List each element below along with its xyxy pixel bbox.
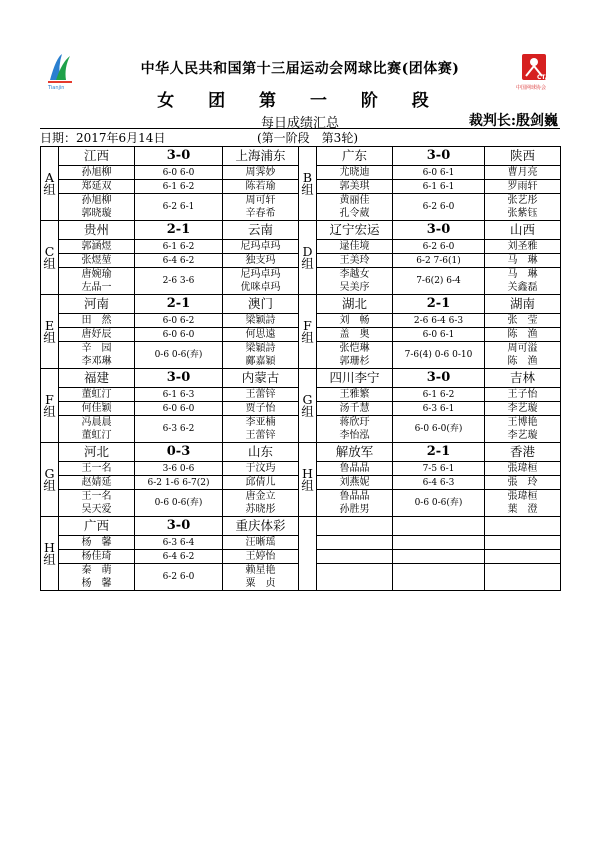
team-score: 2-1 [135,221,223,240]
doubles-home-1: 唐婉瑜 [59,268,135,282]
team-home: 辽宁宏运 [317,221,393,240]
team-score: 3-0 [135,147,223,166]
team-score: 3-0 [135,517,223,536]
doubles-home-1: 蒋欣玗 [317,416,393,430]
doubles-home-1: 秦 萌 [59,564,135,578]
team-score: 2-1 [393,295,485,314]
match-score: 6-0 6-0 [135,166,223,180]
group-label: G 组 [41,443,59,517]
team-home: 广西 [59,517,135,536]
player-away: 刘圣雅 [485,240,561,254]
team-score: 0-3 [135,443,223,462]
match-score: 6-0 6-0 [135,402,223,416]
player-away: 陈若瑜 [223,180,299,194]
team-away: 澳门 [223,295,299,314]
match-score: 6-1 6-1 [393,180,485,194]
games-logo-icon [46,50,74,94]
player-home: 杨佳琦 [59,550,135,564]
doubles-home-2: 孔令葳 [317,207,393,221]
match-score: 6-0 6-0 [135,328,223,342]
match-score [393,536,485,550]
player-home: 刘 畅 [317,314,393,328]
doubles-score: 2-6 3-6 [135,268,223,295]
player-away: 何思遠 [223,328,299,342]
player-home: 郑延双 [59,180,135,194]
team-home: 解放军 [317,443,393,462]
group-label: H 组 [41,517,59,591]
team-home: 江西 [59,147,135,166]
player-home: 唐妤辰 [59,328,135,342]
doubles-away-2: 张紫钰 [485,207,561,221]
page-subtitle: 女 团 第 一 阶 段 [157,91,443,111]
match-score: 6-2 1-6 6-7(2) [135,476,223,490]
logo-left-text: Tianjin [48,85,65,91]
group-label: A 组 [41,147,59,221]
team-away: 重庆体彩 [223,517,299,536]
doubles-away-1: 唐金立 [223,490,299,504]
team-score: 2-1 [393,443,485,462]
doubles-score: 0-6 0-6(弃) [135,342,223,369]
doubles-home-2: 吴美序 [317,281,393,295]
doubles-home-2: 董虹汀 [59,429,135,443]
match-score: 6-2 7-6(1) [393,254,485,268]
player-home: 逯佳境 [317,240,393,254]
player-home: 郭美琪 [317,180,393,194]
match-score: 3-6 0-6 [135,462,223,476]
player-away: 张 莹 [485,314,561,328]
team-row [41,221,561,240]
player-away [485,550,561,564]
player-away: 马 琳 [485,254,561,268]
svg-text:CTA: CTA [537,74,550,81]
logo-right-text: 中国网球协会 [516,85,547,91]
group-label: C 组 [41,221,59,295]
match-score: 7-5 6-1 [393,462,485,476]
player-home [317,550,393,564]
doubles-score: 6-3 6-2 [135,416,223,443]
player-away: 罗雨轩 [485,180,561,194]
doubles-away-2: 关鑫磊 [485,281,561,295]
team-score: 2-1 [135,295,223,314]
player-home: 王雅繁 [317,388,393,402]
group-label: B 组 [299,147,317,221]
doubles-home-2: 杨 馨 [59,577,135,591]
group-label: F 组 [41,369,59,443]
team-home: 河南 [59,295,135,314]
doubles-away-1: 张艺彤 [485,194,561,208]
doubles-home-2: 李怡泓 [317,429,393,443]
doubles-home-1: 张恺琳 [317,342,393,356]
doubles-away-1: 尼玛卓玛 [223,268,299,282]
match-score: 6-0 6-1 [393,328,485,342]
doubles-score: 0-6 0-6(弃) [393,490,485,517]
player-home: 赵婧延 [59,476,135,490]
doubles-away-2: 粟 贞 [223,577,299,591]
team-score: 3-0 [393,221,485,240]
doubles-away-2 [485,577,561,591]
doubles-away-2: 王蕾锌 [223,429,299,443]
cta-logo-icon [510,52,558,92]
team-home: 四川李宁 [317,369,393,388]
group-label [299,517,317,591]
player-away: 王婷怡 [223,550,299,564]
page-header [0,0,600,148]
results-table [40,146,561,591]
player-away: 曹月亮 [485,166,561,180]
player-away: 贾子怡 [223,402,299,416]
doubles-away-1: 马 琳 [485,268,561,282]
team-score: 3-0 [393,147,485,166]
team-score [393,517,485,536]
player-home: 董虹汀 [59,388,135,402]
doubles-away-1: 梁穎詩 [223,342,299,356]
player-home: 盖 奥 [317,328,393,342]
team-home: 福建 [59,369,135,388]
doubles-home-2: 郭晓璇 [59,207,135,221]
doubles-home-1: 王一名 [59,490,135,504]
player-away: 王子怡 [485,388,561,402]
doubles-home-1: 孙旭柳 [59,194,135,208]
player-home: 何佳颖 [59,402,135,416]
team-home: 广东 [317,147,393,166]
player-home [317,536,393,550]
player-away: 李艺璇 [485,402,561,416]
doubles-away-2: 李艺璇 [485,429,561,443]
doubles-score [393,564,485,591]
doubles-score: 6-2 6-0 [393,194,485,221]
player-home: 王美玲 [317,254,393,268]
team-home: 河北 [59,443,135,462]
team-away: 陕西 [485,147,561,166]
team-away: 上海浦东 [223,147,299,166]
page-title: 中华人民共和国第十三届运动会网球比赛(团体赛) [140,61,460,77]
team-home: 贵州 [59,221,135,240]
team-away [485,517,561,536]
chief-referee: 裁判长:殷剑巍 [468,113,558,129]
doubles-home-1: 辛 园 [59,342,135,356]
team-home: 湖北 [317,295,393,314]
group-label: H 组 [299,443,317,517]
team-row [41,369,561,388]
doubles-score: 6-0 6-0(弃) [393,416,485,443]
match-score: 2-6 6-4 6-3 [393,314,485,328]
team-away: 山西 [485,221,561,240]
match-score: 6-1 6-2 [135,240,223,254]
doubles-away-1: 張瑋桓 [485,490,561,504]
player-home: 刘燕妮 [317,476,393,490]
doubles-away-2: 葉 澄 [485,503,561,517]
daily-summary-label: 每日成绩汇总 [260,116,339,131]
player-away: 張瑋桓 [485,462,561,476]
group-label: E 组 [41,295,59,369]
player-home: 郭涵煜 [59,240,135,254]
match-score: 6-2 6-0 [393,240,485,254]
doubles-away-1 [485,564,561,578]
player-away: 邱倩儿 [223,476,299,490]
doubles-home-2 [317,577,393,591]
doubles-home-2: 李邓琳 [59,355,135,369]
team-row [41,443,561,462]
team-away: 山东 [223,443,299,462]
doubles-home-2: 左晶一 [59,281,135,295]
doubles-home-1: 黄丽佳 [317,194,393,208]
player-away: 于汶玙 [223,462,299,476]
player-away [485,536,561,550]
match-score: 6-3 6-4 [135,536,223,550]
player-home: 汤千慧 [317,402,393,416]
round-label: (第一阶段 第3轮) [257,131,358,145]
doubles-score: 0-6 0-6(弃) [135,490,223,517]
doubles-away-1: 周可轩 [223,194,299,208]
doubles-score: 7-6(4) 0-6 0-10 [393,342,485,369]
doubles-away-1: 赖星艳 [223,564,299,578]
player-home: 王一名 [59,462,135,476]
match-score: 6-4 6-2 [135,254,223,268]
doubles-away-2: 优咪卓玛 [223,281,299,295]
match-score: 6-4 6-3 [393,476,485,490]
doubles-score: 6-2 6-0 [135,564,223,591]
doubles-home-1: 鲁晶晶 [317,490,393,504]
doubles-away-2: 陈 渔 [485,355,561,369]
doubles-away-2: 苏晓彤 [223,503,299,517]
doubles-away-1: 王博艳 [485,416,561,430]
match-score: 6-1 6-2 [135,180,223,194]
date-bar [40,128,560,147]
doubles-home-1: 李越女 [317,268,393,282]
player-home: 孙旭柳 [59,166,135,180]
doubles-home-2: 孙胜男 [317,503,393,517]
player-away: 汪晰瑶 [223,536,299,550]
player-home: 杨 馨 [59,536,135,550]
match-date: 日期：2017年6月14日 [40,131,166,145]
group-label: G 组 [299,369,317,443]
doubles-away-1: 周可溢 [485,342,561,356]
player-away: 周霁妙 [223,166,299,180]
team-row [41,517,561,536]
player-home: 鲁晶晶 [317,462,393,476]
player-away: 独支玛 [223,254,299,268]
team-away: 湖南 [485,295,561,314]
doubles-score: 7-6(2) 6-4 [393,268,485,295]
match-score: 6-1 6-3 [135,388,223,402]
match-score: 6-4 6-2 [135,550,223,564]
team-row [41,147,561,166]
player-home: 张煜堃 [59,254,135,268]
doubles-home-1 [317,564,393,578]
team-row [41,295,561,314]
match-score: 6-3 6-1 [393,402,485,416]
doubles-home-1: 冯晨晨 [59,416,135,430]
match-score: 6-0 6-2 [135,314,223,328]
team-away: 云南 [223,221,299,240]
team-away: 香港 [485,443,561,462]
team-away: 内蒙古 [223,369,299,388]
doubles-home-2: 吴天爱 [59,503,135,517]
match-score: 6-0 6-1 [393,166,485,180]
match-score [393,550,485,564]
player-home: 尤晓迪 [317,166,393,180]
match-score: 6-1 6-2 [393,388,485,402]
group-label: F 组 [299,295,317,369]
doubles-home-2: 郭珊杉 [317,355,393,369]
player-home: 田 然 [59,314,135,328]
doubles-away-2: 鄺嘉穎 [223,355,299,369]
player-away: 尼玛卓玛 [223,240,299,254]
group-label: D 组 [299,221,317,295]
team-away: 吉林 [485,369,561,388]
doubles-score: 6-2 6-1 [135,194,223,221]
team-score: 3-0 [393,369,485,388]
doubles-away-1: 李亚楠 [223,416,299,430]
doubles-away-2: 辛春希 [223,207,299,221]
player-away: 陈 渔 [485,328,561,342]
player-away: 張 玲 [485,476,561,490]
team-home [317,517,393,536]
player-away: 王蕾锌 [223,388,299,402]
player-away: 梁颖詩 [223,314,299,328]
team-score: 3-0 [135,369,223,388]
